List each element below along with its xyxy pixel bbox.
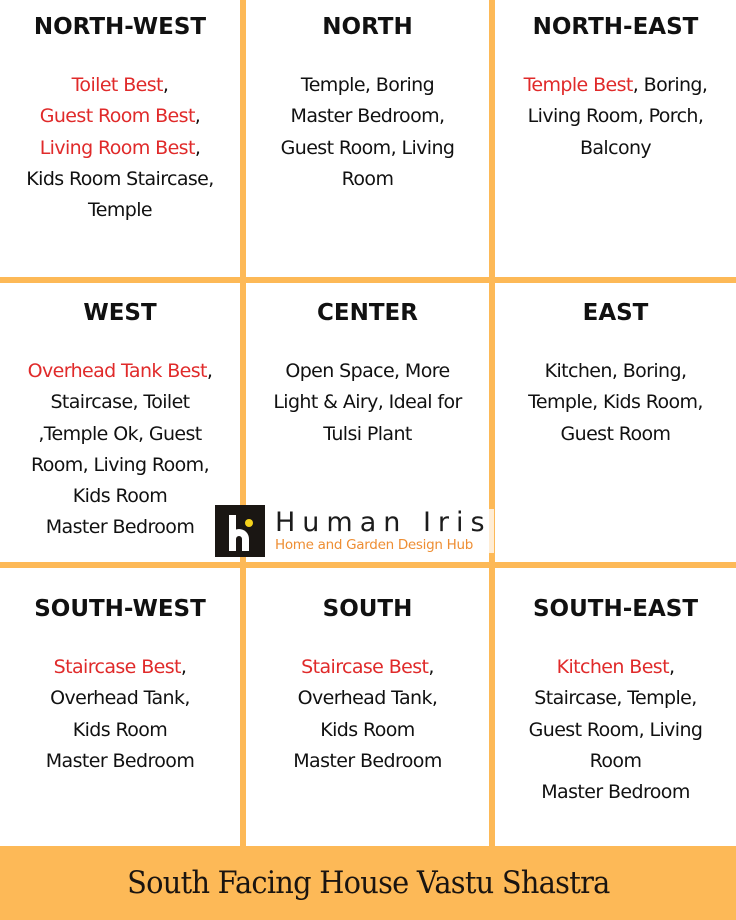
- room-text: Guest Room, Living: [528, 718, 703, 741]
- room-text: , Boring,: [632, 74, 708, 96]
- human-iris-logo-icon: [215, 505, 265, 557]
- room-line: [495, 715, 736, 746]
- cell-west: [0, 300, 240, 544]
- room-list: [246, 356, 489, 450]
- brand-text: [273, 509, 494, 553]
- room-text: ,: [194, 105, 201, 128]
- room-text: ,: [428, 656, 434, 678]
- room-line: [495, 70, 736, 101]
- room-line: [246, 387, 489, 418]
- cell-center: [246, 300, 489, 450]
- room-text: Temple, Boring: [300, 74, 435, 96]
- grid-divider-horizontal-1: [0, 277, 736, 283]
- best-room-highlight: Staircase Best: [53, 656, 181, 678]
- room-text: ,: [194, 136, 201, 159]
- room-text: Room: [341, 167, 394, 190]
- room-line: [246, 652, 489, 683]
- room-list: [246, 70, 489, 195]
- room-text: ,Temple Ok, Guest: [38, 422, 202, 445]
- room-text: Kids Room: [72, 485, 168, 508]
- room-text: Balcony: [579, 136, 652, 159]
- room-text: Guest Room, Living: [280, 136, 455, 159]
- room-list: [246, 652, 489, 777]
- cell-north-east: [495, 14, 736, 164]
- room-line: [0, 512, 240, 543]
- room-line: [495, 133, 736, 164]
- room-line: [246, 419, 489, 450]
- room-text: ,: [206, 360, 213, 382]
- room-line: [0, 419, 240, 450]
- room-list: [0, 70, 240, 226]
- direction-heading: SOUTH-EAST: [532, 596, 699, 622]
- room-line: [495, 387, 736, 418]
- room-line: [0, 746, 240, 777]
- room-text: ,: [180, 656, 187, 678]
- room-list: [495, 356, 736, 450]
- room-line: [246, 683, 489, 714]
- room-list: [0, 356, 240, 544]
- room-text: Overhead Tank,: [297, 687, 438, 710]
- best-room-highlight: Overhead Tank Best: [27, 360, 207, 382]
- room-text: Master Bedroom: [45, 749, 195, 772]
- direction-heading: CENTER: [317, 300, 418, 326]
- room-text: Master Bedroom,: [290, 105, 445, 128]
- room-text: ,: [668, 656, 675, 678]
- room-text: Master Bedroom: [541, 781, 690, 804]
- room-line: [0, 481, 240, 512]
- room-text: Guest Room: [560, 422, 671, 445]
- room-text: Temple: [87, 199, 152, 222]
- cell-north: [246, 14, 489, 195]
- room-line: [246, 70, 489, 101]
- room-text: Staircase, Toilet: [50, 391, 190, 414]
- best-room-highlight: Staircase Best: [301, 656, 429, 678]
- room-text: Living Room, Porch,: [527, 105, 704, 128]
- footer-title: South Facing House Vastu Shastra: [126, 865, 610, 901]
- room-text: Master Bedroom: [293, 749, 442, 772]
- room-line: [495, 777, 736, 808]
- room-line: [0, 683, 240, 714]
- room-line: [495, 683, 736, 714]
- room-list: [495, 652, 736, 808]
- grid-divider-horizontal-2: [0, 562, 736, 568]
- cell-south: [246, 596, 489, 777]
- cell-south-west: [0, 596, 240, 777]
- room-line: [246, 101, 489, 132]
- best-room-highlight: Kitchen Best: [556, 656, 669, 678]
- room-line: [495, 746, 736, 777]
- room-text: ,: [162, 74, 169, 96]
- direction-heading: SOUTH: [322, 596, 413, 622]
- brand-subtitle: Home and Garden Design Hub: [275, 537, 473, 553]
- best-room-highlight: Guest Room Best: [39, 105, 195, 128]
- direction-heading: NORTH-EAST: [532, 14, 699, 40]
- best-room-highlight: Living Room Best: [39, 136, 195, 159]
- room-line: [0, 70, 240, 101]
- direction-heading: NORTH: [322, 14, 413, 40]
- cell-north-west: [0, 14, 240, 226]
- room-line: [0, 450, 240, 481]
- room-list: [495, 70, 736, 164]
- room-line: [0, 715, 240, 746]
- cell-south-east: [495, 596, 736, 808]
- direction-heading: NORTH-WEST: [33, 14, 207, 40]
- room-text: Open Space, More: [285, 360, 450, 382]
- room-line: [246, 164, 489, 195]
- room-text: Kitchen, Boring,: [544, 360, 687, 382]
- room-text: Room: [589, 749, 642, 772]
- room-line: [0, 356, 240, 387]
- footer-banner: [0, 846, 736, 920]
- cell-east: [495, 300, 736, 450]
- room-text: Staircase, Temple,: [534, 687, 697, 710]
- room-text: Master Bedroom: [45, 516, 195, 539]
- room-line: [0, 652, 240, 683]
- room-text: Kids Room: [72, 718, 168, 741]
- room-text: Kids Room: [320, 718, 415, 741]
- brand-logo: [215, 504, 494, 558]
- room-line: [0, 101, 240, 132]
- room-text: Temple, Kids Room,: [528, 391, 703, 414]
- brand-title: Human Iris: [275, 507, 492, 538]
- room-line: [0, 195, 240, 226]
- room-line: [246, 133, 489, 164]
- room-text: Tulsi Plant: [323, 422, 412, 445]
- room-line: [246, 746, 489, 777]
- room-line: [246, 715, 489, 746]
- room-line: [246, 356, 489, 387]
- room-line: [495, 419, 736, 450]
- room-list: [0, 652, 240, 777]
- room-text: Room, Living Room,: [30, 453, 210, 476]
- direction-heading: SOUTH-WEST: [34, 596, 206, 622]
- room-text: Light & Airy, Ideal for: [273, 391, 462, 414]
- best-room-highlight: Toilet Best: [71, 74, 163, 96]
- room-line: [0, 164, 240, 195]
- direction-heading: WEST: [83, 300, 157, 326]
- room-line: [495, 101, 736, 132]
- room-line: [0, 387, 240, 418]
- room-text: Kids Room Staircase,: [26, 167, 214, 190]
- room-line: [0, 133, 240, 164]
- room-line: [495, 652, 736, 683]
- room-text: Overhead Tank,: [50, 687, 190, 710]
- best-room-highlight: Temple Best: [523, 74, 633, 96]
- room-line: [495, 356, 736, 387]
- direction-heading: EAST: [582, 300, 649, 326]
